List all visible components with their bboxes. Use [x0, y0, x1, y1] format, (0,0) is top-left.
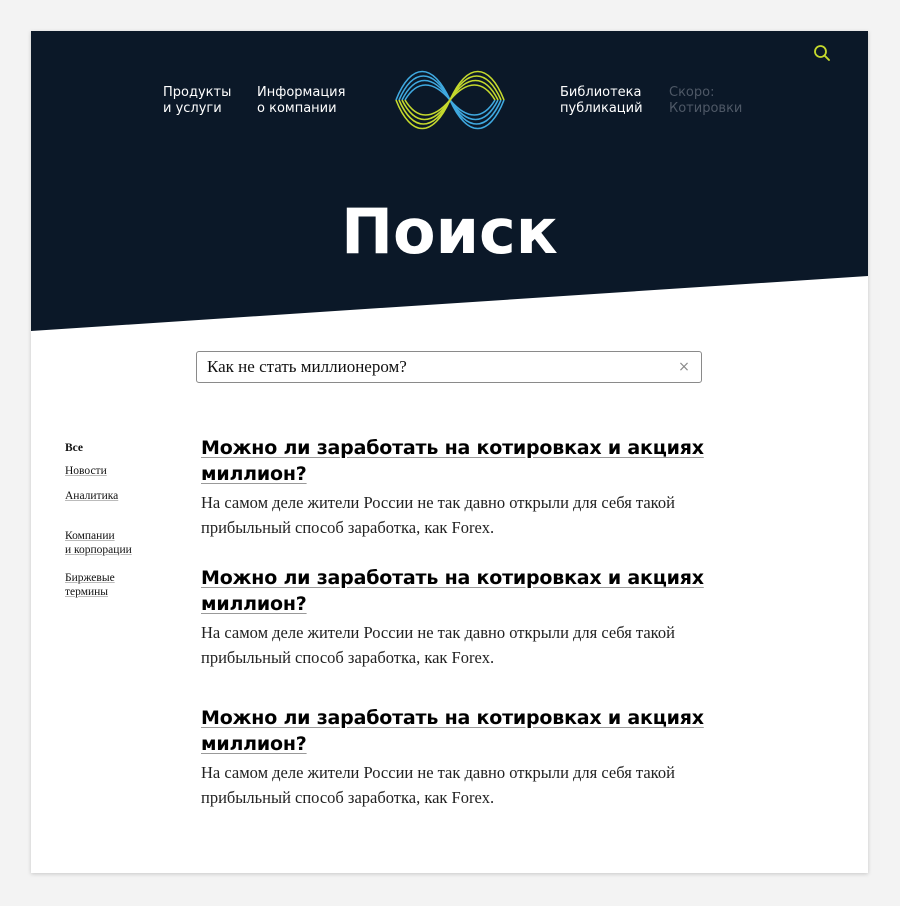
nav-about-line2: о компании	[257, 101, 337, 116]
hero-header	[31, 31, 868, 331]
nav-products[interactable]	[163, 85, 231, 117]
nav-library[interactable]	[560, 85, 643, 117]
result-title-link[interactable]: Можно ли заработать на котировках и акциях миллион?	[201, 707, 704, 755]
page-title: Поиск	[341, 195, 558, 268]
clear-search-button[interactable]: ×	[678, 359, 690, 375]
search-icon[interactable]	[812, 43, 832, 63]
result-snippet: На самом деле жители России не так давно открыли для себя такой прибыльный способ заработка, как Forex.	[201, 493, 675, 537]
search-input[interactable]	[207, 352, 667, 382]
nav-soon-line1: Скоро:	[669, 85, 715, 100]
result-snippet: На самом деле жители России не так давно открыли для себя такой прибыльный способ заработка, как Forex.	[201, 623, 675, 667]
nav-quotes-soon	[669, 85, 742, 117]
filter-analytics[interactable]	[65, 489, 118, 503]
nav-products-line2: и услуги	[163, 101, 222, 116]
page-card	[31, 31, 868, 873]
filter-news-label: Новости	[65, 465, 107, 477]
nav-products-line1: Продукты	[163, 85, 232, 100]
result-item	[201, 435, 721, 540]
nav-library-line1: Библиотека	[560, 85, 642, 100]
nav-soon-line2: Котировки	[669, 101, 743, 116]
nav-about[interactable]	[257, 85, 345, 117]
filter-terms[interactable]	[65, 557, 115, 599]
filter-terms-label: Биржевые термины	[65, 572, 115, 598]
result-title-link[interactable]: Можно ли заработать на котировках и акциях миллион?	[201, 437, 704, 485]
result-item	[201, 705, 721, 810]
nav-about-line1: Информация	[257, 85, 346, 100]
search-box	[196, 351, 702, 383]
infinity-logo[interactable]	[393, 59, 507, 141]
result-item	[201, 565, 721, 670]
nav-library-line2: публикаций	[560, 101, 643, 116]
result-snippet: На самом деле жители России не так давно открыли для себя такой прибыльный способ заработка, как Forex.	[201, 763, 675, 807]
filter-news[interactable]	[65, 464, 107, 478]
filter-all-label: Все	[65, 442, 84, 454]
filter-all[interactable]	[65, 441, 83, 455]
filter-companies-label: Компании и корпорации	[65, 530, 132, 556]
filter-companies[interactable]	[65, 515, 132, 557]
filter-analytics-label: Аналитика	[65, 490, 119, 502]
result-title-link[interactable]: Можно ли заработать на котировках и акциях миллион?	[201, 567, 704, 615]
